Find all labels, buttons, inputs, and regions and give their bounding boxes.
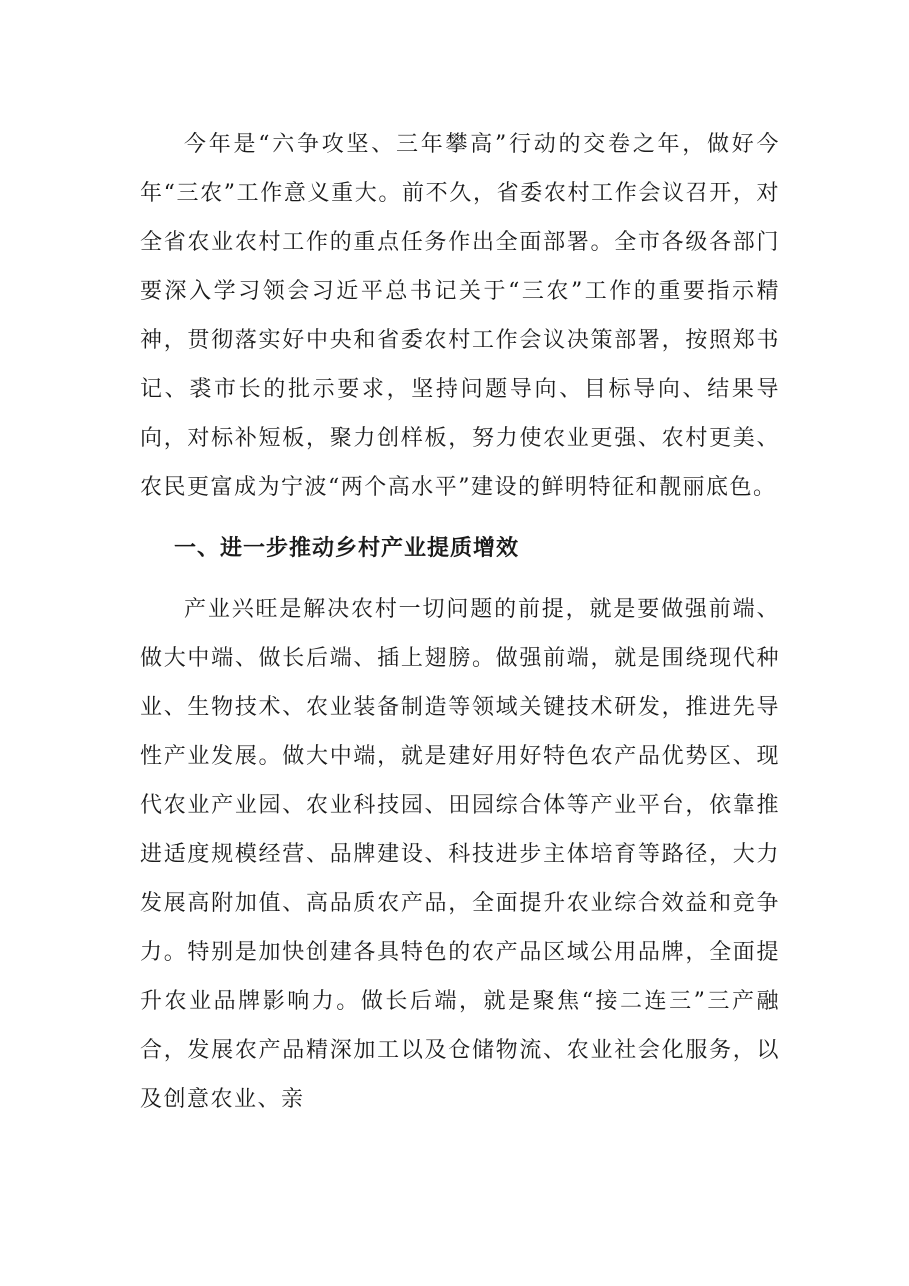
document-body (140, 120, 780, 1124)
section-heading: 一、进一步推动乡村产业提质增效 (174, 536, 520, 561)
intro-paragraph: 今年是“六争攻坚、三年攀高”行动的交卷之年，做好今年“三农”工作意义重大。前不久，省委农村工作会议召开，对全省农业农村工作的重点任务作出全面部署。全市各级各部门要深入学习领会习近平总书记关于“三农”工作的重要指示精神，贯彻落实好中央和省委农村工作会议决策部署，按照郑书记、裘市长的批示要求，坚持问题导向、目标导向、结果导向，对标补短板，聚力创样板，努力使农业更强、农村更美、农民更富成为宁波“两个高水平”建设的鲜明特征和靓丽底色。 (140, 132, 780, 500)
body-paragraph: 产业兴旺是解决农村一切问题的前提，就是要做强前端、做大中端、做长后端、插上翅膀。做强前端，就是围绕现代种业、生物技术、农业装备制造等领域关键技术研发，推进先导性产业发展。做大中端，就是建好用好特色农产品优势区、现代农业产业园、农业科技园、田园综合体等产业平台，依靠推进适度规模经营、品牌建设、科技进步主体培育等路径，大力发展高附加值、高品质农产品，全面提升农业综合效益和竞争力。特别是加快创建各具特色的农产品区域公用品牌，全面提升农业品牌影响力。做长后端，就是聚焦“接二连三”三产融合，发展农产品精深加工以及仓储物流、农业社会化服务，以及创意农业、亲 (140, 597, 780, 1112)
